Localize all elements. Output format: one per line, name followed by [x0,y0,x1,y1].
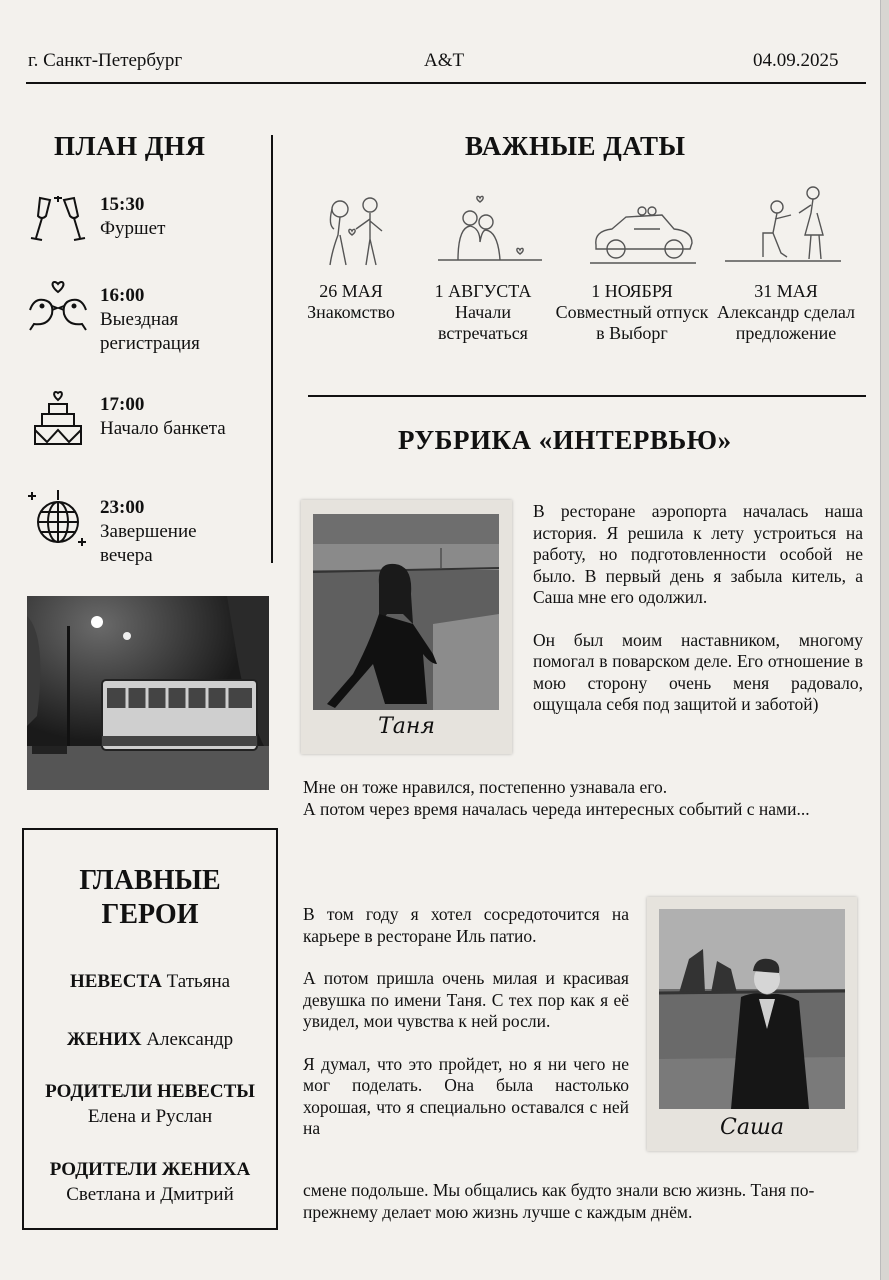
bride-photo-frame [301,500,512,754]
hero-bride-label: НЕВЕСТА [69,971,162,992]
date-desc: Совместный отпуск в Выборг [555,302,709,343]
header-initials: A&T [424,50,465,71]
car-trip-icon [590,203,696,265]
proposal-icon [725,183,841,265]
date-desc: Александр сделал предложение [716,302,855,343]
hero-groom-parents: Светлана и Дмитрий [66,1184,234,1205]
disco-ball-icon [26,488,90,550]
hero-groom-label: ЖЕНИХ [66,1029,142,1050]
bride-text-bottom [303,777,865,820]
date-item [554,281,710,344]
hero-bride [24,970,276,994]
interview-title: РУБРИКА «ИНТЕРВЬЮ» [398,425,732,455]
date-value: 1 АВГУСТА [434,281,532,301]
groom-photo-frame [647,897,857,1151]
schedule-time: 15:30 [100,194,145,215]
dates-rule [308,395,866,397]
groom-paragraph-2: А потом пришла очень милая и красивая девушка по имени Таня. С тех пор как я её увидел, мои чувства к ней росли. [303,968,629,1031]
header-date: 04.09.2025 [753,50,839,71]
heroes-title-line2: ГЕРОИ [101,899,199,930]
date-item [296,281,406,323]
groom-text-side [303,904,629,1140]
groom-paragraph-1: В том году я хотел сосредоточится на карьере в ресторане Иль патио. [303,904,629,946]
header-rule [26,82,866,84]
heroes-box [22,828,278,1230]
couple-hug-icon [436,192,544,264]
bride-text-side [533,501,863,716]
date-desc: Знакомство [307,302,395,322]
bride-paragraph-2: Он был моим наставником, многому помогал в поварском деле. Его отношение в мою сторону очень меня радовало, ощущала себя под защитой и заботой) [533,629,863,714]
date-value: 1 НОЯБРЯ [591,281,673,301]
hero-bride-parents: Елена и Руслан [87,1106,213,1127]
schedule-title: ПЛАН ДНЯ [54,131,206,161]
schedule-desc: Начало банкета [100,418,226,439]
schedule-desc: Фуршет [100,218,166,239]
date-value: 26 МАЯ [319,281,383,301]
hero-groom-name: Александр [146,1029,234,1050]
schedule-desc: Завершение вечера [100,521,197,566]
bride-caption: Таня [378,714,435,739]
hero-bride-name: Татьяна [166,971,231,992]
column-divider [271,135,273,563]
bride-paragraph-1: В ресторане аэропорта началась наша история. Я решила к лету устроиться на работу, но подготовленности особой не было. В первый день я забыла китель, а Саша мне его одолжил. [533,501,863,607]
champagne-glasses-icon [28,194,88,248]
heroes-title-line1: ГЛАВНЫЕ [79,865,221,896]
tram-photo [27,596,269,790]
dates-title: ВАЖНЫЕ ДАТЫ [465,131,686,161]
groom-photo [659,909,845,1109]
hero-groom [24,1028,276,1052]
hero-bride-parents-label: РОДИТЕЛИ НЕВЕСТЫ [45,1081,255,1102]
groom-caption: Саша [720,1115,784,1140]
schedule-time: 17:00 [100,394,145,415]
wedding-cake-icon [32,390,84,448]
bride-paragraph-3-line-2: А потом через время началась череда интересных событий с нами... [303,798,810,819]
groom-paragraph-3-end: смене подольше. Мы общались как будто знали всю жизнь. Таня по-прежнему делает мою жизнь лучше с каждым днём. [303,1180,815,1222]
date-item [424,281,542,344]
groom-paragraph-3: Я думал, что это пройдет, но я ни чего не мог поделать. Она была настолько хорошая, что я специально оставался с ней на [303,1053,629,1138]
bride-paragraph-3-line-1: Мне он тоже нравился, постепенно узнавала его. [303,777,668,797]
couple-meeting-icon [322,195,390,267]
date-value: 31 МАЯ [754,281,818,301]
schedule-time: 16:00 [100,285,145,306]
schedule-time: 23:00 [100,497,145,518]
hero-groom-parents-label: РОДИТЕЛИ ЖЕНИХА [49,1159,251,1180]
date-desc: Начали встречаться [438,302,528,343]
bride-photo [313,514,499,710]
date-item [706,281,866,344]
header-city: г. Санкт-Петербург [28,50,183,71]
schedule-desc: Выездная регистрация [100,309,200,354]
lovebirds-icon [26,280,90,334]
